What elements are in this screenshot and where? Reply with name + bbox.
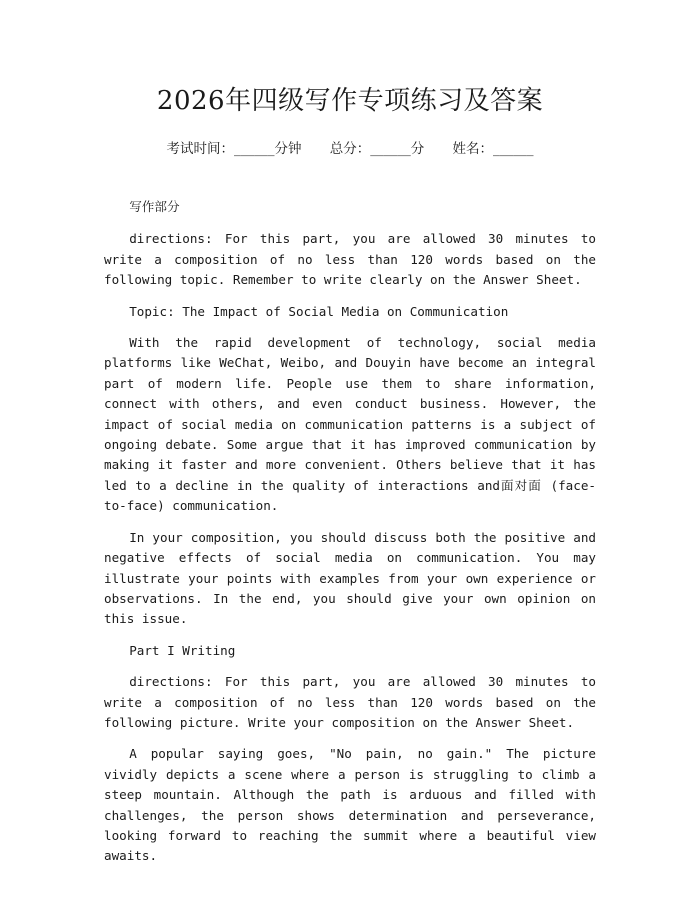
topic-line: Topic: The Impact of Social Media on Communication	[129, 303, 509, 319]
exam-time-field: 考试时间：______分钟	[166, 141, 302, 157]
document-title: 2026年四级写作专项练习及答案	[156, 86, 544, 116]
composition-requirements-paragraph: In your composition, you should discuss both the positive and negative effects of social media on communication. You may illustrate your points with examples from your own experience or observations. In the end, you should give your own opinion on this issue.	[104, 529, 596, 627]
part-heading: Part I Writing	[129, 642, 236, 658]
exam-info-line	[104, 137, 596, 157]
directions-paragraph-1: directions: For this part, you are allowed 30 minutes to write a composition of no less than 120 words based on the following topic. Remember to write clearly on the Answer Sheet.	[104, 231, 596, 288]
total-score-field: 总分：______分	[329, 141, 425, 157]
name-field: 姓名：______	[452, 141, 534, 157]
picture-description-paragraph: A popular saying goes, "No pain, no gain." The picture vividly depicts a scene where a person is struggling to climb a steep mountain. Although the path is arduous and filled with challenges, the person shows determination and perseverance, looking forward to reaching the summit where a beautiful view awaits.	[104, 746, 596, 864]
section-heading: 写作部分	[129, 199, 180, 214]
topic-background-paragraph: With the rapid development of technology, social media platforms like WeChat, Weibo, and Douyin have become an integral part of modern life. People use them to share information, connect with others, and even conduct business. However, the impact of social media on communication patterns is a subject of ongoing debate. Some argue that it has improved communication by making it faster and more convenient. Others believe that it has led to a decline in the quality of interactions and面对面 (face-to-face) communication.	[104, 335, 596, 514]
document-body	[104, 197, 596, 867]
directions-paragraph-2: directions: For this part, you are allowed 30 minutes to write a composition of no less than 120 words based on the following picture. Write your composition on the Answer Sheet.	[104, 674, 596, 730]
